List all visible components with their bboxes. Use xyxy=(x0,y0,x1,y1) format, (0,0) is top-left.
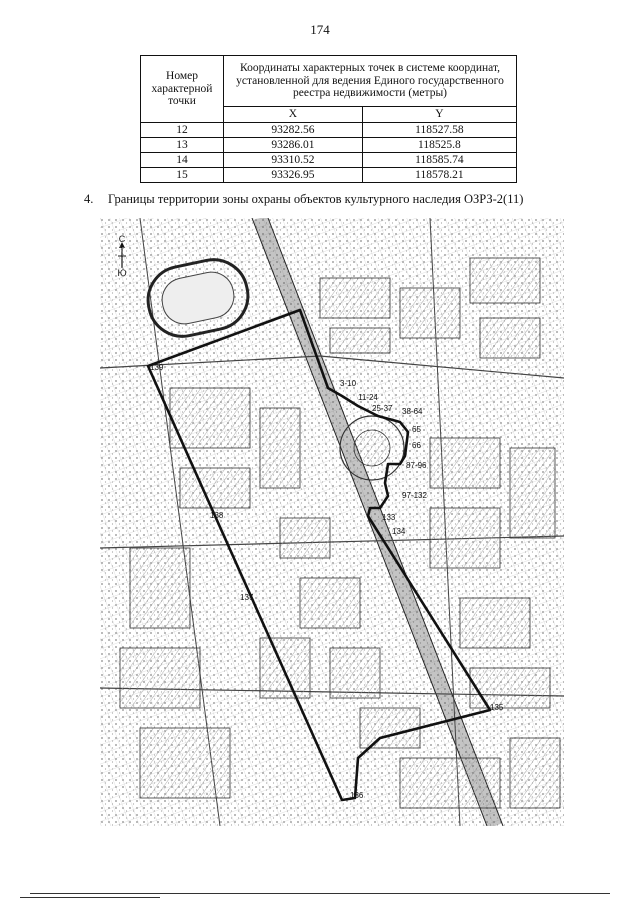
cell-point: 14 xyxy=(141,153,224,168)
cell-point: 13 xyxy=(141,138,224,153)
section-number: 4. xyxy=(84,192,94,206)
map-canvas xyxy=(100,218,564,826)
section-title: Границы территории зоны охраны объектов культурного наследия ОЗРЗ-2(11) xyxy=(108,192,524,206)
point-label: 38-64 xyxy=(402,407,423,416)
cell-point: 15 xyxy=(141,168,224,183)
cell-x: 93286.01 xyxy=(224,138,363,153)
table-row xyxy=(141,153,517,168)
cell-y: 118578.21 xyxy=(362,168,516,183)
header-coordinates: Координаты характерных точек в системе координат, установленной для ведения Единого государственного реестра недвижимости (метры) xyxy=(224,56,517,107)
section-heading xyxy=(84,192,523,207)
point-label: 25-37 xyxy=(372,404,393,413)
page-number: 174 xyxy=(310,22,330,37)
point-label: 139 xyxy=(150,363,164,372)
point-label: 87-96 xyxy=(406,461,427,470)
point-label: 138 xyxy=(210,511,224,520)
point-label: 66 xyxy=(412,441,421,450)
header-point-number: Номер характерной точки xyxy=(141,56,224,123)
cadastral-map xyxy=(100,218,564,826)
table-header-row xyxy=(141,56,517,107)
cell-y: 118585.74 xyxy=(362,153,516,168)
point-label: 134 xyxy=(392,527,406,536)
footer-rule-short xyxy=(20,897,160,898)
header-x: X xyxy=(224,107,363,123)
cell-y: 118525.8 xyxy=(362,138,516,153)
point-label: 135 xyxy=(490,703,504,712)
point-label: 137 xyxy=(240,593,254,602)
point-label: 136 xyxy=(350,791,364,800)
table-row xyxy=(141,168,517,183)
point-label: 11-24 xyxy=(358,393,378,402)
cell-x: 93310.52 xyxy=(224,153,363,168)
coordinates-table xyxy=(140,55,517,183)
table-row xyxy=(141,123,517,138)
cell-y: 118527.58 xyxy=(362,123,516,138)
cell-x: 93282.56 xyxy=(224,123,363,138)
cell-point: 12 xyxy=(141,123,224,138)
point-label: 133 xyxy=(382,513,396,522)
header-y: Y xyxy=(362,107,516,123)
point-label: 65 xyxy=(412,425,421,434)
footer-rule xyxy=(30,893,610,894)
point-label: 3-10 xyxy=(340,379,357,388)
table-row xyxy=(141,138,517,153)
cell-x: 93326.95 xyxy=(224,168,363,183)
roundabout-center xyxy=(354,430,390,466)
point-label: 97-132 xyxy=(402,491,427,500)
